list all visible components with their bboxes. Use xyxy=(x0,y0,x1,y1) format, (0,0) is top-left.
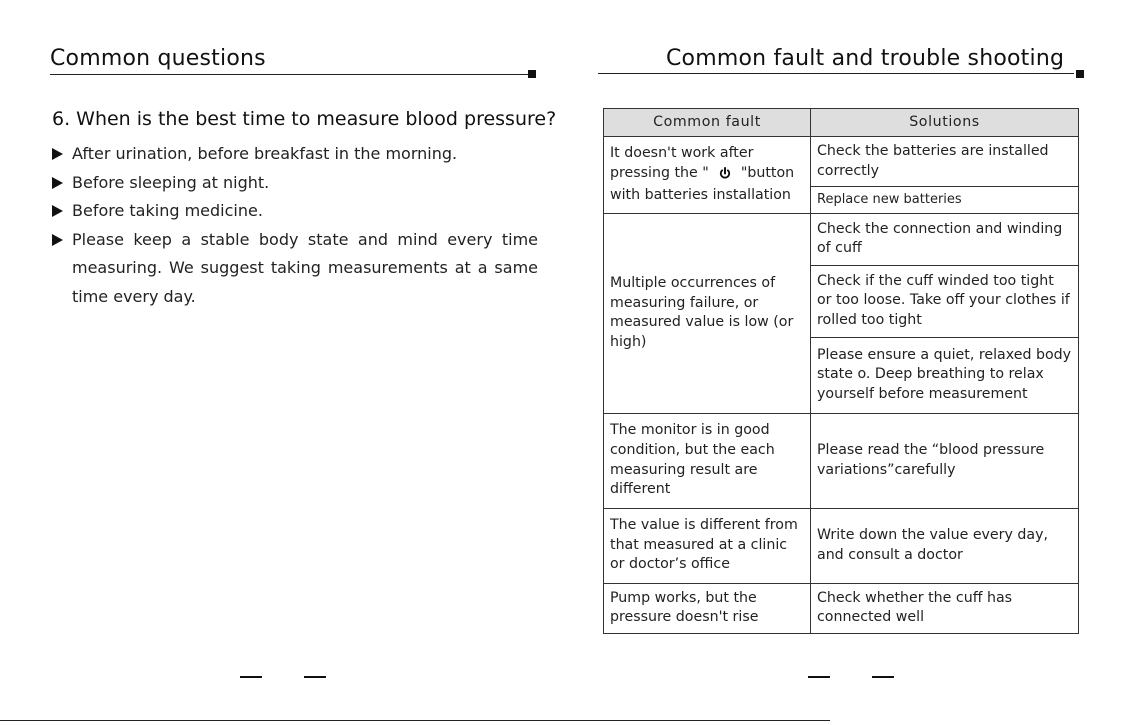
page-number-dash-left xyxy=(808,676,830,678)
solution-cell: Check the batteries are installed correctly xyxy=(811,137,1079,187)
table-row xyxy=(604,583,1079,633)
solution-cell: Please ensure a quiet, relaxed body state o. Deep breathing to relax yourself before measurement xyxy=(811,337,1079,413)
answer-bullet-1-text: After urination, before breakfast in the morning. xyxy=(72,144,458,163)
answer-bullet-4-line-2: measuring. We suggest taking measurements at a same xyxy=(72,258,538,277)
answer-bullet-3-text: Before taking medicine. xyxy=(72,201,263,220)
table-row xyxy=(604,413,1079,508)
triangle-bullet-icon xyxy=(52,177,63,189)
page-number-dash-right xyxy=(872,676,894,678)
table-header-row xyxy=(604,109,1079,137)
left-heading-square-marker xyxy=(528,70,536,78)
triangle-bullet-icon xyxy=(52,205,63,217)
solution-cell: Check whether the cuff has connected well xyxy=(811,583,1079,633)
page-number-dash-right xyxy=(304,676,326,678)
right-page xyxy=(568,0,1137,725)
column-header-common-fault: Common fault xyxy=(604,109,811,137)
triangle-bullet-icon xyxy=(52,234,63,246)
left-heading-rule xyxy=(50,74,528,75)
answer-bullet-4-line-3: time every day. xyxy=(72,286,196,306)
fault-cell-inconsistent-results: The monitor is in good condition, but the each measuring result are different xyxy=(604,413,811,508)
answer-bullet-4-line-1: Please keep a stable body state and mind every time xyxy=(72,229,538,249)
table-row xyxy=(604,508,1079,583)
answer-bullet-list xyxy=(52,140,538,311)
fault-no-power-text-start: It doesn't work after pressing the " xyxy=(610,144,754,181)
solution-cell: Replace new batteries xyxy=(811,187,1079,214)
fault-cell-no-power xyxy=(604,137,811,214)
answer-bullet-3 xyxy=(52,197,538,226)
fault-no-power-text-end: "button with batteries installation xyxy=(610,164,795,204)
bottom-trim-line xyxy=(0,720,830,721)
solution-cell: Check the connection and winding of cuff xyxy=(811,213,1079,265)
right-heading-square-marker xyxy=(1076,70,1084,78)
fault-troubleshooting-table xyxy=(603,108,1079,634)
right-page-heading: Common fault and trouble shooting xyxy=(666,46,1065,71)
solution-cell: Check if the cuff winded too tight or too loose. Take off your clothes if rolled too tight xyxy=(811,265,1079,337)
answer-bullet-4 xyxy=(52,226,538,312)
right-heading-rule xyxy=(598,73,1074,74)
power-icon xyxy=(719,167,731,187)
solution-cell: Please read the “blood pressure variations”carefully xyxy=(811,413,1079,508)
page-number-dash-left xyxy=(240,676,262,678)
fault-cell-measuring-failure: Multiple occurrences of measuring failure, or measured value is low (or high) xyxy=(604,213,811,413)
left-page xyxy=(0,0,568,725)
answer-bullet-1 xyxy=(52,140,538,169)
triangle-bullet-icon xyxy=(52,148,63,160)
column-header-solutions: Solutions xyxy=(811,109,1079,137)
answer-bullet-2-text: Before sleeping at night. xyxy=(72,172,270,192)
table-row xyxy=(604,213,1079,265)
question-6: 6. When is the best time to measure blood pressure? xyxy=(52,108,557,130)
table-row xyxy=(604,137,1079,187)
left-page-heading: Common questions xyxy=(50,46,266,71)
solution-cell: Write down the value every day, and consult a doctor xyxy=(811,508,1079,583)
answer-bullet-2 xyxy=(52,169,538,198)
fault-cell-pressure-not-rising: Pump works, but the pressure doesn't rise xyxy=(604,583,811,633)
fault-cell-clinic-difference: The value is different from that measured at a clinic or doctor’s office xyxy=(604,508,811,583)
